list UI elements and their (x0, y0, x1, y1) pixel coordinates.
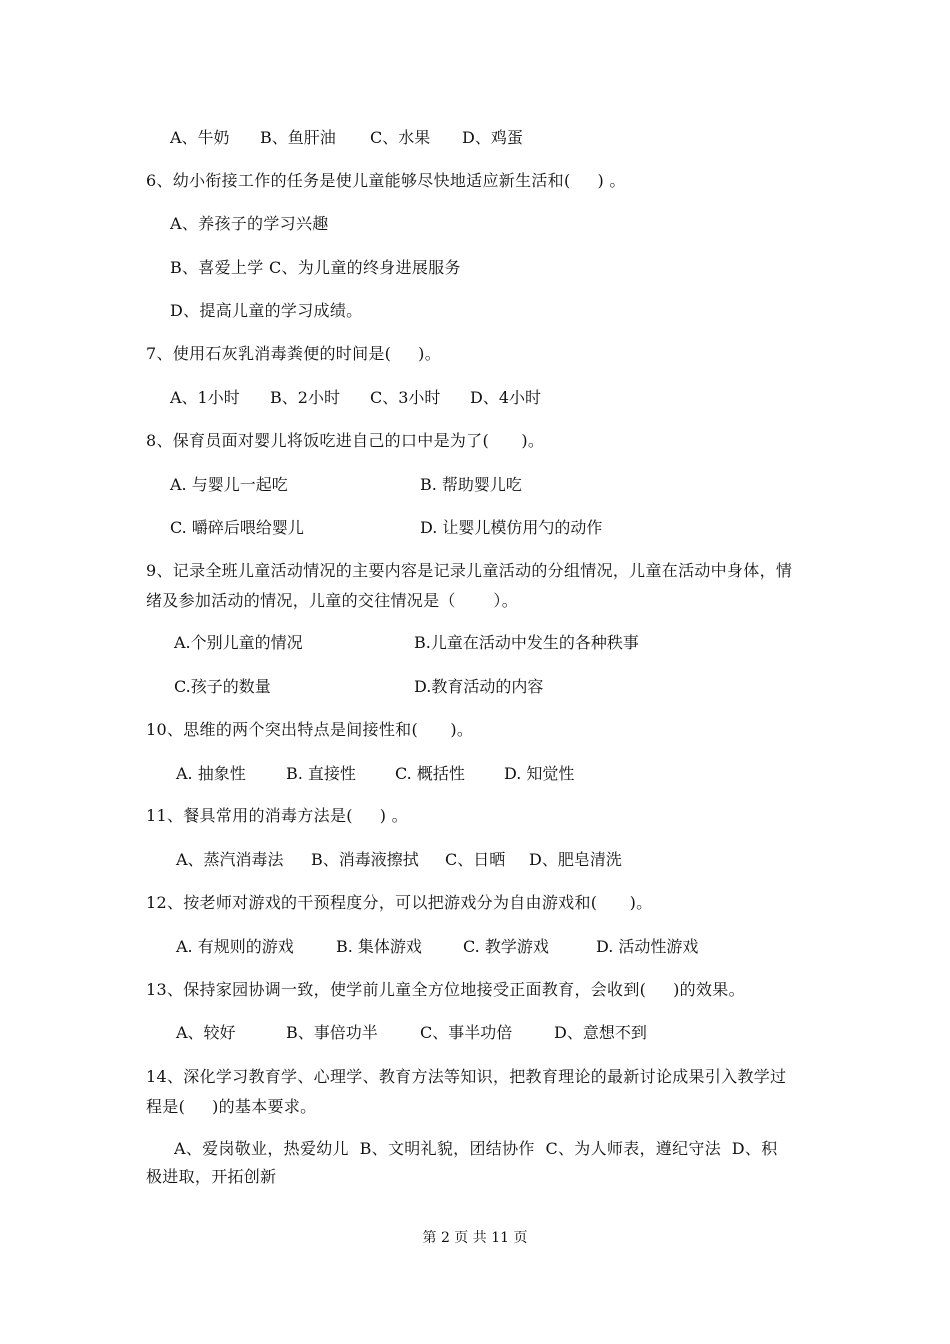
q9-option-d: D.教育活动的内容 (414, 677, 544, 696)
q11-question: 11、餐具常用的消毒方法是( ) 。 (146, 806, 408, 825)
q13-option-b: B、事倍功半 (286, 1023, 378, 1042)
q12-option-c: C. 教学游戏 (463, 937, 549, 956)
q5-option-c: C、水果 (370, 128, 431, 147)
q10-option-d: D. 知觉性 (504, 764, 575, 783)
q5-option-d: D、鸡蛋 (462, 128, 523, 147)
q12-option-b: B. 集体游戏 (336, 937, 422, 956)
q6-option-d: D、提高儿童的学习成绩。 (170, 301, 363, 320)
q14-options-line1: A、爱岗敬业，热爱幼儿 B、文明礼貌，团结协作 C、为人师表，遵纪守法 D、积 (174, 1139, 778, 1158)
q14-options-line2: 极进取，开拓创新 (146, 1167, 277, 1186)
q7-option-d: D、4小时 (470, 388, 542, 407)
q13-option-c: C、事半功倍 (420, 1023, 513, 1042)
q9-option-a: A.个别儿童的情况 (174, 633, 303, 652)
q14-question-line1: 14、深化学习教育学、心理学、教育方法等知识，把教育理论的最新讨论成果引入教学过 (146, 1067, 787, 1086)
q11-option-b: B、消毒液擦拭 (311, 850, 419, 869)
q6-option-a: A、养孩子的学习兴趣 (170, 214, 329, 233)
q9-option-c: C.孩子的数量 (174, 677, 271, 696)
q8-question: 8、保育员面对婴儿将饭吃进自己的口中是为了( )。 (146, 431, 545, 450)
q6-option-bc: B、喜爱上学 C、为儿童的终身进展服务 (170, 258, 461, 277)
q10-option-c: C. 概括性 (395, 764, 465, 783)
q12-option-a: A. 有规则的游戏 (176, 937, 294, 956)
page-number-footer: 第 2 页 共 11 页 (422, 1230, 528, 1246)
q11-option-d: D、肥皂清洗 (529, 850, 622, 869)
q9-question-line1: 9、记录全班儿童活动情况的主要内容是记录儿童活动的分组情况，儿童在活动中身体，情 (146, 561, 793, 580)
q7-option-a: A、1小时 (170, 388, 240, 407)
q10-question: 10、思维的两个突出特点是间接性和( )。 (146, 720, 474, 739)
q8-option-d: D. 让婴儿模仿用勺的动作 (420, 518, 603, 537)
q11-option-a: A、蒸汽消毒法 (176, 850, 284, 869)
q12-option-d: D. 活动性游戏 (596, 937, 699, 956)
q10-option-a: A. 抽象性 (176, 764, 246, 783)
q7-question: 7、使用石灰乳消毒粪便的时间是( )。 (146, 344, 441, 363)
q7-option-b: B、2小时 (270, 388, 340, 407)
q9-option-b: B.儿童在活动中发生的各种秩事 (414, 633, 639, 652)
q11-option-c: C、日晒 (445, 850, 506, 869)
q8-option-c: C. 嚼碎后喂给婴儿 (170, 518, 304, 537)
q14-question-line2: 程是( )的基本要求。 (146, 1097, 317, 1116)
q5-option-a: A、牛奶 (170, 128, 230, 147)
q8-option-b: B. 帮助婴儿吃 (420, 475, 522, 494)
q8-option-a: A. 与婴儿一起吃 (170, 475, 288, 494)
q9-question-line2: 绪及参加活动的情况，儿童的交往情况是（ ）。 (146, 591, 519, 610)
q12-question: 12、按老师对游戏的干预程度分，可以把游戏分为自由游戏和( )。 (146, 893, 653, 912)
q13-option-d: D、意想不到 (554, 1023, 647, 1042)
q13-option-a: A、较好 (176, 1023, 236, 1042)
q13-question: 13、保持家园协调一致，使学前儿童全方位地接受正面教育，会收到( )的效果。 (146, 980, 745, 999)
q7-option-c: C、3小时 (370, 388, 441, 407)
q10-option-b: B. 直接性 (286, 764, 356, 783)
q6-question: 6、幼小衔接工作的任务是使儿童能够尽快地适应新生活和( ) 。 (146, 171, 626, 190)
q5-option-b: B、鱼肝油 (260, 128, 336, 147)
